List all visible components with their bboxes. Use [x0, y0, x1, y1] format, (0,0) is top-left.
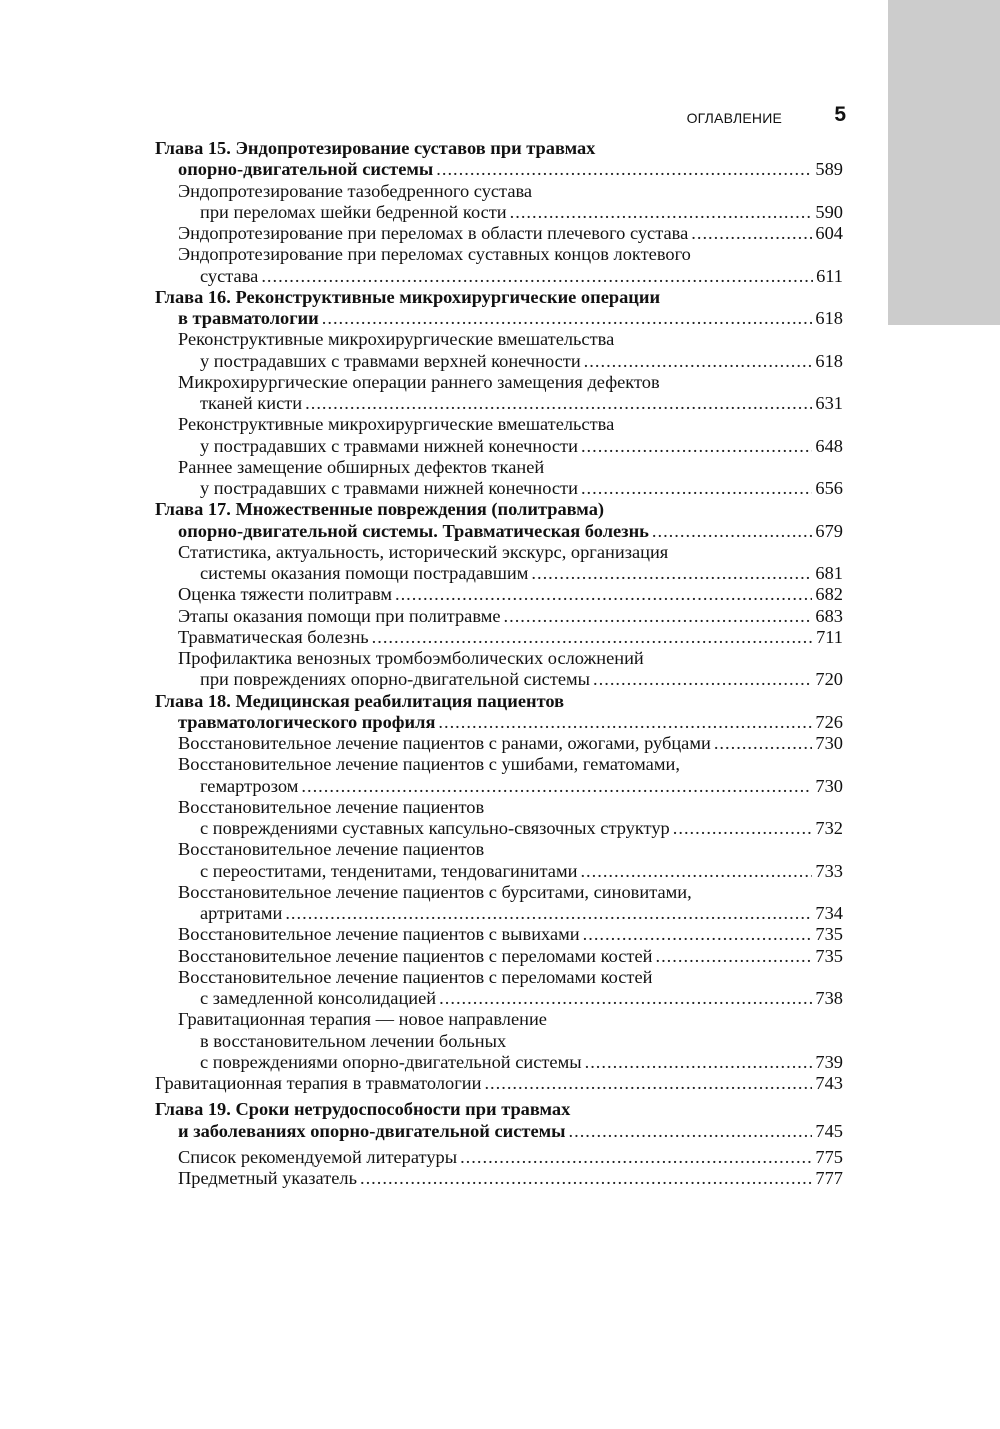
toc-entry-text: Восстановительное лечение пациентов с переломами костей: [178, 966, 653, 987]
toc-line: [155, 946, 843, 967]
toc-entry-text: при повреждениях опорно-двигательной системы: [200, 669, 591, 690]
dot-leader: [439, 988, 812, 1009]
toc-entry-text: Восстановительное лечение пациентов с вывихами: [178, 924, 580, 945]
dot-leader: [569, 1121, 813, 1142]
toc-chapter: [155, 691, 843, 734]
dot-leader: [285, 903, 812, 924]
toc-entry-text: Статистика, актуальность, исторический экскурс, организация: [178, 541, 669, 562]
toc-subsection: [155, 648, 843, 691]
toc-line: [155, 414, 843, 435]
toc-page-number: 590: [815, 201, 843, 222]
toc-line: [155, 924, 843, 945]
toc-entry-text: Этапы оказания помощи при политравме: [178, 605, 501, 626]
toc-section: [155, 1073, 843, 1094]
toc-subsection: [155, 627, 843, 648]
dot-leader: [673, 818, 813, 839]
dot-leader: [460, 1147, 812, 1168]
toc-entry-text: опорно-двигательной системы: [178, 159, 434, 180]
toc-entry-text: Гравитационная терапия — новое направление: [178, 1009, 547, 1030]
toc-page-number: 679: [815, 520, 843, 541]
toc-entry-text: в восстановительном лечении больных: [200, 1030, 507, 1051]
toc-page-number: 720: [815, 669, 843, 690]
chapter-thumb-tab: [888, 0, 1000, 325]
dot-leader: [581, 478, 812, 499]
toc-line: [155, 308, 843, 329]
dot-leader: [261, 266, 813, 287]
toc-line: [155, 1147, 843, 1168]
toc-page-number: 730: [815, 775, 843, 796]
toc-line: [155, 733, 843, 754]
toc-page-number: 604: [815, 223, 843, 243]
toc-entry-text: Эндопротезирование при переломах суставных концов локтевого: [178, 244, 691, 265]
toc-line: [155, 776, 843, 797]
toc-entry-text: при переломах шейки бедренной кости: [200, 201, 507, 222]
toc-entry-text: у пострадавших с травмами нижней конечности: [200, 435, 578, 456]
toc-page-number: 777: [815, 1168, 843, 1188]
toc-entry-text: Реконструктивные микрохирургические вмешательства: [178, 329, 615, 350]
toc-page-number: 739: [815, 1051, 843, 1072]
toc-page-number: 745: [815, 1120, 843, 1141]
toc-entry-text: травматологического профиля: [178, 711, 436, 732]
toc-subsection: [155, 1168, 843, 1189]
toc-entry-text: Восстановительное лечение пациентов: [178, 839, 485, 860]
toc-subsection: [155, 372, 843, 415]
toc-line: [155, 861, 843, 882]
toc-entry-text: системы оказания помощи пострадавшим: [200, 563, 529, 583]
dot-leader: [484, 1073, 812, 1094]
toc-subsection: [155, 414, 843, 457]
dot-leader: [510, 202, 813, 223]
toc-subsection: [155, 839, 843, 882]
toc-line: [155, 627, 843, 648]
toc-subsection: [155, 1147, 843, 1168]
toc-entry-text: Микрохирургические операции раннего замещения дефектов: [178, 371, 660, 392]
toc-entry-text: Глава 15. Эндопротезирование суставов при травмах: [155, 138, 596, 158]
toc-subsection: [155, 244, 843, 287]
dot-leader: [360, 1168, 812, 1189]
toc-line: [155, 1009, 843, 1030]
toc-entry-text: артритами: [200, 903, 283, 923]
toc-subsection: [155, 882, 843, 925]
toc-page-number: 631: [815, 393, 843, 413]
dot-leader: [593, 669, 812, 690]
toc-line: [155, 839, 843, 860]
toc-entry-text: Оценка тяжести политравм: [178, 584, 392, 605]
dot-leader: [438, 712, 812, 733]
toc-line: [155, 542, 843, 563]
toc-chapter: [155, 499, 843, 542]
toc-subsection: [155, 584, 843, 605]
dot-leader: [581, 436, 812, 457]
toc-page-number: 589: [815, 159, 843, 180]
toc-line: [155, 202, 843, 223]
toc-line: [155, 436, 843, 457]
table-of-contents: [155, 138, 843, 1189]
toc-entry-text: Профилактика венозных тромбоэмболических осложнений: [178, 648, 644, 668]
toc-page-number: 681: [815, 563, 843, 583]
toc-entry-text: опорно-двигательной системы. Травматическая болезнь: [178, 520, 649, 541]
toc-line: [155, 138, 843, 159]
toc-page-number: 711: [816, 626, 843, 647]
dot-leader: [584, 351, 813, 372]
toc-entry-text: тканей кисти: [200, 393, 303, 413]
toc-line: [155, 1121, 843, 1142]
toc-entry-text: Восстановительное лечение пациентов с бурситами, синовитами,: [178, 881, 692, 902]
toc-entry-text: сустава: [200, 265, 259, 286]
toc-line: [155, 797, 843, 818]
toc-line: [155, 393, 843, 414]
toc-entry-text: Предметный указатель: [178, 1168, 357, 1188]
toc-line: [155, 1052, 843, 1073]
toc-entry-text: и заболеваниях опорно-двигательной системы: [178, 1120, 566, 1141]
toc-page-number: 611: [816, 265, 843, 286]
toc-line: [155, 669, 843, 690]
dot-leader: [322, 308, 813, 329]
toc-line: [155, 223, 843, 244]
toc-page-number: 738: [815, 988, 843, 1008]
toc-page-number: 682: [815, 584, 843, 605]
toc-subsection: [155, 606, 843, 627]
toc-line: [155, 266, 843, 287]
toc-entry-text: Глава 17. Множественные повреждения (политравма): [155, 499, 605, 520]
toc-line: [155, 903, 843, 924]
toc-line: [155, 988, 843, 1009]
toc-page-number: 733: [815, 860, 843, 881]
toc-subsection: [155, 924, 843, 945]
toc-entry-text: Восстановительное лечение пациентов: [178, 796, 485, 817]
toc-subsection: [155, 181, 843, 224]
toc-entry-text: с переоститами, тенденитами, тендовагинитами: [200, 860, 578, 881]
toc-line: [155, 648, 843, 669]
toc-entry-text: Восстановительное лечение пациентов с ушибами, гематомами,: [178, 754, 680, 775]
toc-subsection: [155, 797, 843, 840]
toc-chapter: [155, 138, 843, 181]
toc-line: [155, 478, 843, 499]
dot-leader: [436, 159, 812, 180]
toc-line: [155, 457, 843, 478]
dot-leader: [372, 627, 813, 648]
dot-leader: [714, 733, 813, 754]
toc-entry-text: Гравитационная терапия в травматологии: [155, 1073, 482, 1093]
toc-entry-text: Раннее замещение обширных дефектов тканей: [178, 456, 545, 477]
dot-leader: [301, 776, 812, 797]
toc-entry-text: Восстановительное лечение пациентов с переломами костей: [178, 945, 653, 966]
toc-page-number: 730: [815, 733, 843, 753]
toc-page-number: 726: [815, 711, 843, 732]
page-number: 5: [834, 103, 846, 126]
toc-entry-text: с повреждениями суставных капсульно-связочных структур: [200, 818, 670, 838]
toc-line: [155, 372, 843, 393]
toc-page-number: 648: [815, 435, 843, 456]
toc-entry-text: у пострадавших с травмами верхней конечности: [200, 350, 581, 371]
toc-line: [155, 818, 843, 839]
running-header: [600, 104, 846, 130]
toc-entry-text: Восстановительное лечение пациентов с ранами, ожогами, рубцами: [178, 733, 711, 753]
toc-page-number: 618: [815, 308, 843, 328]
dot-leader: [691, 223, 812, 244]
toc-subsection: [155, 542, 843, 585]
toc-entry-text: Реконструктивные микрохирургические вмешательства: [178, 414, 615, 435]
dot-leader: [655, 946, 812, 967]
toc-page-number: 734: [815, 903, 843, 923]
toc-subsection: [155, 223, 843, 244]
toc-entry-text: у пострадавших с травмами нижней конечности: [200, 478, 578, 498]
dot-leader: [652, 521, 813, 542]
dot-leader: [531, 563, 812, 584]
toc-subsection: [155, 754, 843, 797]
toc-line: [155, 712, 843, 733]
toc-line: [155, 159, 843, 180]
toc-entry-text: с замедленной консолидацией: [200, 988, 437, 1008]
toc-line: [155, 563, 843, 584]
dot-leader: [305, 393, 812, 414]
toc-subsection: [155, 1009, 843, 1073]
toc-line: [155, 754, 843, 775]
toc-entry-text: с повреждениями опорно-двигательной системы: [200, 1051, 582, 1072]
toc-subsection: [155, 733, 843, 754]
toc-page-number: 618: [815, 350, 843, 371]
toc-entry-text: Травматическая болезнь: [178, 626, 369, 647]
toc-page-number: 683: [815, 605, 843, 626]
toc-entry-text: Эндопротезирование тазобедренного сустава: [178, 180, 533, 201]
toc-chapter: [155, 1099, 843, 1142]
toc-line: [155, 1099, 843, 1120]
toc-line: [155, 244, 843, 265]
toc-line: [155, 521, 843, 542]
dot-leader: [580, 861, 812, 882]
toc-line: [155, 691, 843, 712]
toc-line: [155, 1031, 843, 1052]
toc-page-number: 735: [815, 945, 843, 966]
toc-line: [155, 1168, 843, 1189]
toc-entry-text: Список рекомендуемой литературы: [178, 1146, 458, 1167]
toc-entry-text: в травматологии: [178, 308, 319, 328]
dot-leader: [583, 924, 813, 945]
toc-subsection: [155, 457, 843, 500]
toc-entry-text: Глава 18. Медицинская реабилитация пациентов: [155, 690, 565, 711]
toc-line: [155, 181, 843, 202]
dot-leader: [395, 584, 812, 605]
toc-entry-text: Глава 16. Реконструктивные микрохирургические операции: [155, 286, 661, 307]
section-title: ОГЛАВЛЕНИЕ: [686, 110, 782, 126]
dot-leader: [504, 606, 813, 627]
toc-subsection: [155, 967, 843, 1010]
toc-page-number: 775: [815, 1146, 843, 1167]
toc-line: [155, 287, 843, 308]
toc-line: [155, 329, 843, 350]
toc-entry-text: Глава 19. Сроки нетрудоспособности при травмах: [155, 1099, 571, 1120]
toc-entry-text: гемартрозом: [200, 775, 299, 796]
dot-leader: [585, 1052, 813, 1073]
toc-line: [155, 1073, 843, 1094]
toc-line: [155, 499, 843, 520]
toc-line: [155, 882, 843, 903]
toc-line: [155, 351, 843, 372]
toc-subsection: [155, 329, 843, 372]
toc-entry-text: Эндопротезирование при переломах в области плечевого сустава: [178, 223, 689, 243]
toc-subsection: [155, 946, 843, 967]
toc-line: [155, 606, 843, 627]
toc-line: [155, 584, 843, 605]
toc-page-number: 743: [815, 1073, 843, 1093]
toc-page-number: 735: [815, 924, 843, 945]
toc-page-number: 732: [815, 818, 843, 838]
toc-page-number: 656: [815, 478, 843, 498]
toc-chapter: [155, 287, 843, 330]
toc-line: [155, 967, 843, 988]
